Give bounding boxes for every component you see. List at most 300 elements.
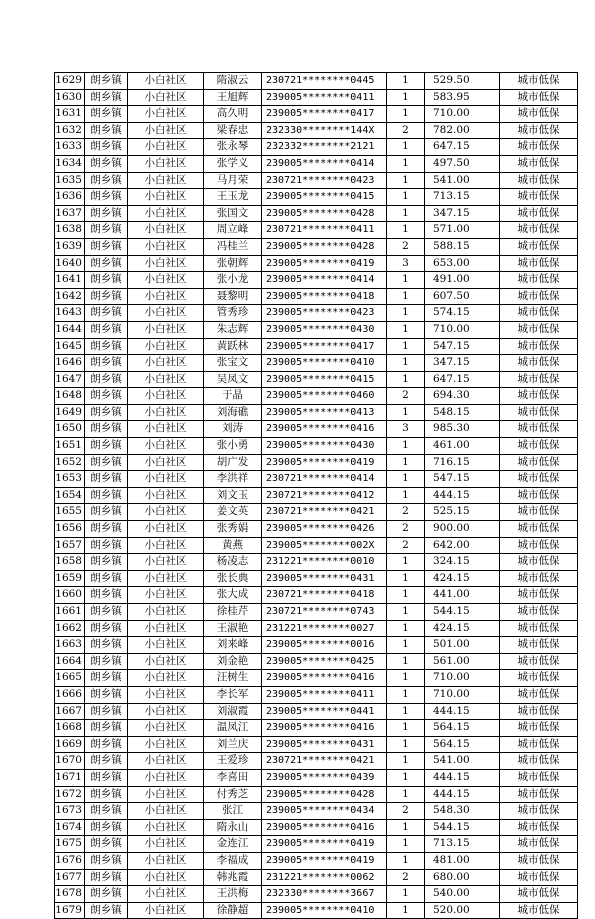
name-cell: 周立峰 [204,222,262,239]
row-number-cell: 1662 [55,620,85,637]
row-number-cell: 1635 [55,172,85,189]
household-count-cell: 2 [387,504,425,521]
community-cell: 小白社区 [128,537,204,554]
community-cell: 小白社区 [128,189,204,206]
amount-cell: 548.15 [425,404,500,421]
relief-type-cell: 城市低保 [500,852,578,869]
row-number-cell: 1674 [55,819,85,836]
id-number-cell: 239005********0414 [262,155,387,172]
community-cell: 小白社区 [128,139,204,156]
row-number-cell: 1663 [55,637,85,654]
relief-type-cell: 城市低保 [500,421,578,438]
household-count-cell: 1 [387,487,425,504]
row-number-cell: 1632 [55,122,85,139]
id-number-cell: 231221********0062 [262,869,387,886]
name-cell: 李喜田 [204,769,262,786]
household-count-cell: 1 [387,288,425,305]
town-cell: 朗乡镇 [85,321,128,338]
community-cell: 小白社区 [128,205,204,222]
row-number-cell: 1639 [55,238,85,255]
row-number-cell: 1664 [55,653,85,670]
community-cell: 小白社区 [128,686,204,703]
table-row [55,471,578,488]
town-cell: 朗乡镇 [85,89,128,106]
id-number-cell: 239005********0426 [262,521,387,538]
id-number-cell: 239005********0416 [262,819,387,836]
town-cell: 朗乡镇 [85,703,128,720]
amount-cell: 347.15 [425,205,500,222]
community-cell: 小白社区 [128,238,204,255]
name-cell: 马月荣 [204,172,262,189]
household-count-cell: 1 [387,686,425,703]
relief-type-cell: 城市低保 [500,620,578,637]
amount-cell: 583.95 [425,89,500,106]
community-cell: 小白社区 [128,272,204,289]
table-row [55,537,578,554]
name-cell: 刘海礁 [204,404,262,421]
table-row [55,454,578,471]
town-cell: 朗乡镇 [85,504,128,521]
household-count-cell: 1 [387,404,425,421]
amount-cell: 324.15 [425,554,500,571]
table-row [55,637,578,654]
community-cell: 小白社区 [128,753,204,770]
amount-cell: 574.15 [425,305,500,322]
household-count-cell: 1 [387,769,425,786]
community-cell: 小白社区 [128,554,204,571]
town-cell: 朗乡镇 [85,869,128,886]
town-cell: 朗乡镇 [85,852,128,869]
name-cell: 付秀芝 [204,786,262,803]
id-number-cell: 239005********0410 [262,355,387,372]
relief-type-cell: 城市低保 [500,238,578,255]
community-cell: 小白社区 [128,471,204,488]
town-cell: 朗乡镇 [85,355,128,372]
table-row [55,89,578,106]
name-cell: 温凤江 [204,720,262,737]
table-body [55,73,578,919]
table-row [55,504,578,521]
relief-type-cell: 城市低保 [500,355,578,372]
row-number-cell: 1672 [55,786,85,803]
relief-type-cell: 城市低保 [500,670,578,687]
table-row [55,238,578,255]
amount-cell: 444.15 [425,769,500,786]
household-count-cell: 1 [387,471,425,488]
household-count-cell: 2 [387,388,425,405]
household-count-cell: 1 [387,189,425,206]
id-number-cell: 239005********0416 [262,421,387,438]
table-row [55,852,578,869]
id-number-cell: 230721********0421 [262,753,387,770]
relief-type-cell: 城市低保 [500,73,578,90]
table-row [55,703,578,720]
relief-type-cell: 城市低保 [500,172,578,189]
row-number-cell: 1653 [55,471,85,488]
amount-cell: 481.00 [425,852,500,869]
table-row [55,288,578,305]
town-cell: 朗乡镇 [85,438,128,455]
relief-roster-table [54,72,578,919]
table-row [55,388,578,405]
household-count-cell: 1 [387,338,425,355]
household-count-cell: 1 [387,786,425,803]
relief-type-cell: 城市低保 [500,537,578,554]
id-number-cell: 239005********0439 [262,769,387,786]
town-cell: 朗乡镇 [85,288,128,305]
relief-type-cell: 城市低保 [500,222,578,239]
name-cell: 张国文 [204,205,262,222]
name-cell: 刘金艳 [204,653,262,670]
table-row [55,753,578,770]
name-cell: 姜文英 [204,504,262,521]
household-count-cell: 1 [387,155,425,172]
amount-cell: 900.00 [425,521,500,538]
amount-cell: 444.15 [425,703,500,720]
row-number-cell: 1660 [55,587,85,604]
town-cell: 朗乡镇 [85,172,128,189]
table-row [55,587,578,604]
community-cell: 小白社区 [128,869,204,886]
town-cell: 朗乡镇 [85,404,128,421]
id-number-cell: 239005********0416 [262,720,387,737]
id-number-cell: 231221********0027 [262,620,387,637]
relief-type-cell: 城市低保 [500,570,578,587]
amount-cell: 642.00 [425,537,500,554]
row-number-cell: 1636 [55,189,85,206]
name-cell: 王淑艳 [204,620,262,637]
amount-cell: 710.00 [425,106,500,123]
row-number-cell: 1678 [55,886,85,903]
id-number-cell: 239005********0410 [262,902,387,919]
id-number-cell: 230721********0411 [262,222,387,239]
name-cell: 李洪祥 [204,471,262,488]
name-cell: 于晶 [204,388,262,405]
id-number-cell: 239005********0416 [262,670,387,687]
table-row [55,172,578,189]
community-cell: 小白社区 [128,355,204,372]
amount-cell: 441.00 [425,587,500,604]
relief-type-cell: 城市低保 [500,438,578,455]
community-cell: 小白社区 [128,902,204,919]
row-number-cell: 1668 [55,720,85,737]
table-row [55,321,578,338]
name-cell: 高久明 [204,106,262,123]
amount-cell: 424.15 [425,620,500,637]
town-cell: 朗乡镇 [85,554,128,571]
name-cell: 汪树生 [204,670,262,687]
amount-cell: 564.15 [425,736,500,753]
id-number-cell: 239005********0430 [262,321,387,338]
community-cell: 小白社区 [128,653,204,670]
id-number-cell: 239005********0460 [262,388,387,405]
amount-cell: 588.15 [425,238,500,255]
name-cell: 张江 [204,803,262,820]
relief-type-cell: 城市低保 [500,819,578,836]
community-cell: 小白社区 [128,587,204,604]
amount-cell: 710.00 [425,670,500,687]
row-number-cell: 1646 [55,355,85,372]
household-count-cell: 1 [387,653,425,670]
relief-type-cell: 城市低保 [500,902,578,919]
relief-type-cell: 城市低保 [500,703,578,720]
name-cell: 张大成 [204,587,262,604]
household-count-cell: 3 [387,255,425,272]
town-cell: 朗乡镇 [85,736,128,753]
table-row [55,686,578,703]
community-cell: 小白社区 [128,521,204,538]
amount-cell: 525.15 [425,504,500,521]
amount-cell: 544.15 [425,604,500,621]
household-count-cell: 1 [387,886,425,903]
town-cell: 朗乡镇 [85,637,128,654]
relief-type-cell: 城市低保 [500,604,578,621]
amount-cell: 782.00 [425,122,500,139]
amount-cell: 540.00 [425,886,500,903]
table-row [55,421,578,438]
town-cell: 朗乡镇 [85,819,128,836]
amount-cell: 607.50 [425,288,500,305]
town-cell: 朗乡镇 [85,902,128,919]
id-number-cell: 232332********2121 [262,139,387,156]
amount-cell: 548.30 [425,803,500,820]
table-row [55,570,578,587]
amount-cell: 564.15 [425,720,500,737]
relief-type-cell: 城市低保 [500,321,578,338]
household-count-cell: 2 [387,122,425,139]
household-count-cell: 1 [387,554,425,571]
id-number-cell: 239005********0430 [262,438,387,455]
id-number-cell: 239005********0419 [262,836,387,853]
community-cell: 小白社区 [128,703,204,720]
row-number-cell: 1638 [55,222,85,239]
name-cell: 王玉龙 [204,189,262,206]
row-number-cell: 1665 [55,670,85,687]
relief-type-cell: 城市低保 [500,305,578,322]
community-cell: 小白社区 [128,852,204,869]
name-cell: 李福成 [204,852,262,869]
town-cell: 朗乡镇 [85,886,128,903]
row-number-cell: 1629 [55,73,85,90]
id-number-cell: 239005********0411 [262,89,387,106]
town-cell: 朗乡镇 [85,686,128,703]
id-number-cell: 239005********0441 [262,703,387,720]
row-number-cell: 1661 [55,604,85,621]
relief-type-cell: 城市低保 [500,753,578,770]
id-number-cell: 232330********3667 [262,886,387,903]
table-row [55,272,578,289]
relief-type-cell: 城市低保 [500,371,578,388]
table-row [55,836,578,853]
community-cell: 小白社区 [128,73,204,90]
name-cell: 杨凌志 [204,554,262,571]
table-row [55,604,578,621]
table-row [55,769,578,786]
relief-type-cell: 城市低保 [500,736,578,753]
community-cell: 小白社区 [128,305,204,322]
row-number-cell: 1641 [55,272,85,289]
row-number-cell: 1642 [55,288,85,305]
row-number-cell: 1630 [55,89,85,106]
relief-type-cell: 城市低保 [500,587,578,604]
town-cell: 朗乡镇 [85,720,128,737]
relief-type-cell: 城市低保 [500,255,578,272]
table-row [55,189,578,206]
household-count-cell: 1 [387,604,425,621]
household-count-cell: 3 [387,421,425,438]
amount-cell: 491.00 [425,272,500,289]
id-number-cell: 239005********0417 [262,338,387,355]
row-number-cell: 1652 [55,454,85,471]
household-count-cell: 1 [387,172,425,189]
id-number-cell: 239005********0431 [262,736,387,753]
town-cell: 朗乡镇 [85,155,128,172]
id-number-cell: 230721********0421 [262,504,387,521]
row-number-cell: 1654 [55,487,85,504]
id-number-cell: 239005********0428 [262,786,387,803]
community-cell: 小白社区 [128,371,204,388]
table-row [55,803,578,820]
amount-cell: 571.00 [425,222,500,239]
id-number-cell: 230721********0743 [262,604,387,621]
table-row [55,305,578,322]
relief-type-cell: 城市低保 [500,487,578,504]
community-cell: 小白社区 [128,388,204,405]
town-cell: 朗乡镇 [85,205,128,222]
id-number-cell: 239005********0417 [262,106,387,123]
row-number-cell: 1657 [55,537,85,554]
row-number-cell: 1670 [55,753,85,770]
relief-type-cell: 城市低保 [500,338,578,355]
id-number-cell: 230721********0423 [262,172,387,189]
row-number-cell: 1650 [55,421,85,438]
community-cell: 小白社区 [128,454,204,471]
household-count-cell: 1 [387,902,425,919]
community-cell: 小白社区 [128,570,204,587]
town-cell: 朗乡镇 [85,604,128,621]
row-number-cell: 1647 [55,371,85,388]
name-cell: 李长军 [204,686,262,703]
name-cell: 梁春忠 [204,122,262,139]
relief-type-cell: 城市低保 [500,454,578,471]
table-row [55,338,578,355]
amount-cell: 547.15 [425,471,500,488]
community-cell: 小白社区 [128,172,204,189]
town-cell: 朗乡镇 [85,338,128,355]
row-number-cell: 1666 [55,686,85,703]
town-cell: 朗乡镇 [85,122,128,139]
amount-cell: 694.30 [425,388,500,405]
row-number-cell: 1644 [55,321,85,338]
town-cell: 朗乡镇 [85,454,128,471]
town-cell: 朗乡镇 [85,222,128,239]
town-cell: 朗乡镇 [85,73,128,90]
table-row [55,371,578,388]
community-cell: 小白社区 [128,803,204,820]
community-cell: 小白社区 [128,106,204,123]
name-cell: 张秀娟 [204,521,262,538]
household-count-cell: 1 [387,570,425,587]
table-row [55,255,578,272]
name-cell: 刘兰庆 [204,736,262,753]
community-cell: 小白社区 [128,122,204,139]
table-row [55,736,578,753]
row-number-cell: 1669 [55,736,85,753]
name-cell: 隋永山 [204,819,262,836]
amount-cell: 444.15 [425,487,500,504]
community-cell: 小白社区 [128,255,204,272]
name-cell: 王爱珍 [204,753,262,770]
name-cell: 胡广发 [204,454,262,471]
amount-cell: 501.00 [425,637,500,654]
household-count-cell: 1 [387,753,425,770]
amount-cell: 710.00 [425,321,500,338]
household-count-cell: 1 [387,73,425,90]
community-cell: 小白社区 [128,637,204,654]
relief-type-cell: 城市低保 [500,504,578,521]
table-row [55,670,578,687]
amount-cell: 541.00 [425,172,500,189]
community-cell: 小白社区 [128,438,204,455]
relief-type-cell: 城市低保 [500,786,578,803]
amount-cell: 544.15 [425,819,500,836]
table-row [55,653,578,670]
relief-type-cell: 城市低保 [500,205,578,222]
id-number-cell: 239005********0428 [262,205,387,222]
amount-cell: 647.15 [425,139,500,156]
row-number-cell: 1648 [55,388,85,405]
town-cell: 朗乡镇 [85,255,128,272]
town-cell: 朗乡镇 [85,371,128,388]
name-cell: 黄燕 [204,537,262,554]
row-number-cell: 1673 [55,803,85,820]
household-count-cell: 2 [387,869,425,886]
name-cell: 徐静超 [204,902,262,919]
community-cell: 小白社区 [128,487,204,504]
household-count-cell: 1 [387,720,425,737]
id-number-cell: 239005********0434 [262,803,387,820]
town-cell: 朗乡镇 [85,803,128,820]
name-cell: 刘涛 [204,421,262,438]
town-cell: 朗乡镇 [85,272,128,289]
row-number-cell: 1676 [55,852,85,869]
row-number-cell: 1631 [55,106,85,123]
relief-type-cell: 城市低保 [500,886,578,903]
table-row [55,205,578,222]
relief-type-cell: 城市低保 [500,388,578,405]
row-number-cell: 1649 [55,404,85,421]
id-number-cell: 239005********0411 [262,686,387,703]
name-cell: 张朝辉 [204,255,262,272]
name-cell: 冯桂兰 [204,238,262,255]
amount-cell: 653.00 [425,255,500,272]
town-cell: 朗乡镇 [85,753,128,770]
household-count-cell: 1 [387,305,425,322]
table-row [55,869,578,886]
community-cell: 小白社区 [128,338,204,355]
row-number-cell: 1667 [55,703,85,720]
household-count-cell: 1 [387,355,425,372]
amount-cell: 444.15 [425,786,500,803]
household-count-cell: 1 [387,222,425,239]
name-cell: 刘文玉 [204,487,262,504]
relief-type-cell: 城市低保 [500,720,578,737]
amount-cell: 461.00 [425,438,500,455]
household-count-cell: 1 [387,852,425,869]
name-cell: 张永琴 [204,139,262,156]
community-cell: 小白社区 [128,620,204,637]
id-number-cell: 239005********0414 [262,272,387,289]
